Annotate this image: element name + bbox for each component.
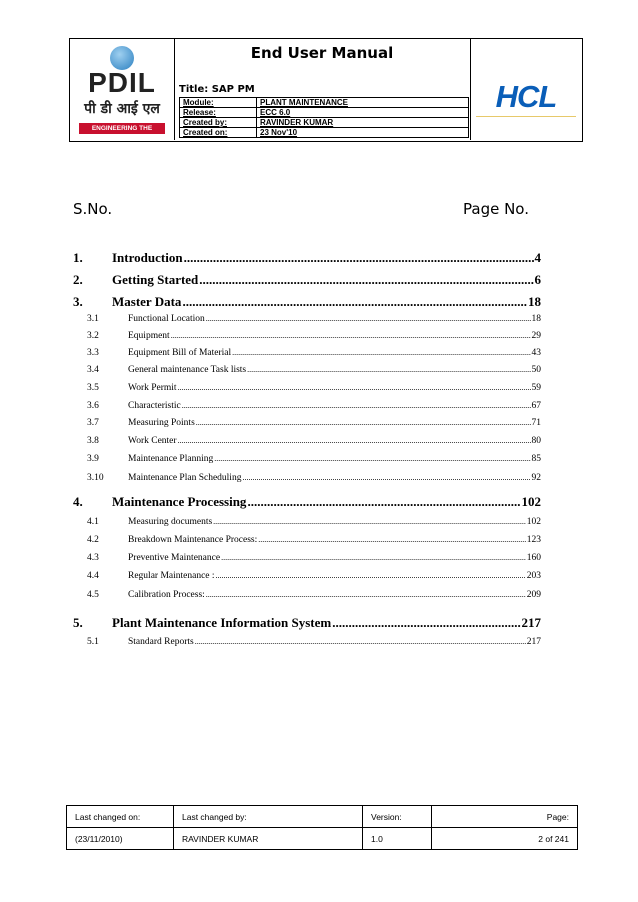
pdil-logo xyxy=(77,44,167,143)
meta-key: Release: xyxy=(180,108,257,118)
footer-label-version: Version: xyxy=(363,806,432,828)
toc-leader-dots xyxy=(216,571,526,581)
toc-entry[interactable] xyxy=(73,418,541,428)
footer-label-page: Page: xyxy=(432,806,578,828)
footer-label-changed-by: Last changed by: xyxy=(174,806,363,828)
toc-entry-page: 85 xyxy=(531,454,541,464)
toc-entry-page: 92 xyxy=(531,473,541,483)
footer-label-changed-on: Last changed on: xyxy=(67,806,174,828)
toc-leader-dots xyxy=(247,365,530,375)
toc-entry-title: Work Permit xyxy=(128,383,177,393)
toc-entry[interactable] xyxy=(73,553,541,563)
footer-value-version: 1.0 xyxy=(363,828,432,850)
toc-entry-number: 4.4 xyxy=(87,571,99,581)
toc-entry[interactable] xyxy=(73,294,541,310)
toc-leader-dots xyxy=(206,590,526,600)
toc-entry-number: 3.1 xyxy=(87,314,99,324)
toc-entry-page: 6 xyxy=(534,272,541,287)
toc-entry-title: Regular Maintenance : xyxy=(128,571,215,581)
toc-entry-title: Master Data xyxy=(112,294,182,309)
page-number-heading: Page No. xyxy=(463,200,529,218)
pdil-logo-tagline: ENGINEERING THE FUTURE xyxy=(79,123,165,134)
toc-entry[interactable] xyxy=(73,383,541,393)
toc-entry-title: Maintenance Planning xyxy=(128,454,214,464)
toc-entry-title: Work Center xyxy=(128,436,177,446)
toc-entry-title: General maintenance Task lists xyxy=(128,365,247,375)
toc-entry-page: 102 xyxy=(521,494,541,509)
toc-leader-dots xyxy=(242,473,530,483)
toc-entry-number: 3.8 xyxy=(87,436,99,446)
serial-number-heading: S.No. xyxy=(73,200,113,218)
toc-leader-dots xyxy=(332,615,520,631)
toc-entry-number: 3.9 xyxy=(87,454,99,464)
toc-leader-dots xyxy=(213,517,526,527)
toc-entry[interactable] xyxy=(73,272,541,288)
toc-leader-dots xyxy=(184,250,534,266)
toc-entry-number: 5.1 xyxy=(87,637,99,647)
pdil-logo-hindi: पी डी आई एल xyxy=(84,101,160,117)
toc-entry[interactable] xyxy=(73,535,541,545)
toc-leader-dots xyxy=(199,272,533,288)
toc-leader-dots xyxy=(214,454,530,464)
toc-entry-number: 3.5 xyxy=(87,383,99,393)
toc-entry[interactable] xyxy=(73,517,541,527)
toc-entry-page: 123 xyxy=(526,535,541,545)
meta-row-created-by xyxy=(180,118,469,128)
meta-value: RAVINDER KUMAR xyxy=(257,118,469,128)
toc-entry-title: Equipment xyxy=(128,331,170,341)
toc-entry[interactable] xyxy=(73,571,541,581)
toc-entry-number: 2. xyxy=(73,272,83,287)
footer-label-row xyxy=(67,806,578,828)
toc-entry-page: 160 xyxy=(526,553,541,563)
toc-entry[interactable] xyxy=(73,615,541,631)
footer-value-changed-by: RAVINDER KUMAR xyxy=(174,828,363,850)
toc-entry-number: 3.7 xyxy=(87,418,99,428)
metadata-table xyxy=(179,97,469,138)
toc-entry-title: Calibration Process: xyxy=(128,590,205,600)
header-title-cell xyxy=(174,39,471,140)
meta-value: PLANT MAINTENANCE xyxy=(257,98,469,108)
toc-leader-dots xyxy=(195,637,526,647)
toc-entry[interactable] xyxy=(73,314,541,324)
meta-value: ECC 6.0 xyxy=(257,108,469,118)
toc-entry-title: Measuring Points xyxy=(128,418,195,428)
toc-entry-number: 3.10 xyxy=(87,473,104,483)
meta-key: Created by: xyxy=(180,118,257,128)
toc-entry-number: 5. xyxy=(73,615,83,630)
toc-entry-title: Introduction xyxy=(112,250,183,265)
hcl-logo-rule xyxy=(476,116,576,117)
footer-value-row xyxy=(67,828,578,850)
toc-leader-dots xyxy=(182,294,527,310)
pdil-logo-word: PDIL xyxy=(88,67,156,98)
toc-entry-page: 29 xyxy=(531,331,541,341)
document-footer xyxy=(66,805,578,850)
toc-entry-number: 3.2 xyxy=(87,331,99,341)
toc-entry-page: 203 xyxy=(526,571,541,581)
toc-leader-dots xyxy=(232,348,530,358)
toc-entry[interactable] xyxy=(73,250,541,266)
toc-entry-number: 4. xyxy=(73,494,83,509)
toc-entry-title: Maintenance Processing xyxy=(112,494,247,509)
toc-entry-title: Preventive Maintenance xyxy=(128,553,221,563)
toc-entry-page: 18 xyxy=(528,294,541,309)
toc-entry-page: 67 xyxy=(531,401,541,411)
toc-leader-dots xyxy=(206,314,531,324)
toc-entry-number: 3.4 xyxy=(87,365,99,375)
toc-leader-dots xyxy=(182,401,531,411)
toc-entry-title: Measuring documents xyxy=(128,517,213,527)
toc-entry-title: Standard Reports xyxy=(128,637,194,647)
toc-entry-number: 3.6 xyxy=(87,401,99,411)
toc-entry-number: 4.2 xyxy=(87,535,99,545)
toc-leader-dots xyxy=(221,553,526,563)
toc-entry-page: 209 xyxy=(526,590,541,600)
title-label: Title: SAP PM xyxy=(179,84,255,95)
toc-entry-title: Characteristic xyxy=(128,401,181,411)
toc-entry-title: Plant Maintenance Information System xyxy=(112,615,332,630)
toc-entry-title: Functional Location xyxy=(128,314,205,324)
document-header xyxy=(69,38,583,142)
toc-entry-page: 43 xyxy=(531,348,541,358)
toc-entry[interactable] xyxy=(73,637,541,647)
toc-entry[interactable] xyxy=(73,473,541,483)
toc-entry-page: 4 xyxy=(534,250,541,265)
toc-leader-dots xyxy=(171,331,531,341)
document-title: End User Manual xyxy=(250,44,394,62)
toc-entry-title: Breakdown Maintenance Process: xyxy=(128,535,258,545)
toc-entry-page: 59 xyxy=(531,383,541,393)
toc-entry-page: 217 xyxy=(526,637,541,647)
toc-entry[interactable] xyxy=(73,401,541,411)
meta-key: Created on: xyxy=(180,128,257,138)
pdil-logo-cell xyxy=(70,39,175,143)
toc-entry[interactable] xyxy=(73,365,541,375)
toc-entry-number: 3.3 xyxy=(87,348,99,358)
meta-row-created-on xyxy=(180,128,469,138)
toc-entry-page: 217 xyxy=(521,615,541,630)
toc-entry-title: Equipment Bill of Material xyxy=(128,348,232,358)
toc-entry[interactable] xyxy=(73,331,541,341)
meta-value: 23 Nov'10 xyxy=(257,128,469,138)
toc-entry-number: 1. xyxy=(73,250,83,265)
toc-entry[interactable] xyxy=(73,494,541,510)
toc-leader-dots xyxy=(178,383,531,393)
toc-entry-number: 3. xyxy=(73,294,83,309)
toc-entry-number: 4.1 xyxy=(87,517,99,527)
toc-entry[interactable] xyxy=(73,590,541,600)
toc-entry[interactable] xyxy=(73,348,541,358)
toc-entry[interactable] xyxy=(73,436,541,446)
toc-leader-dots xyxy=(258,535,525,545)
hcl-logo-cell xyxy=(470,39,581,140)
toc-entry-page: 80 xyxy=(531,436,541,446)
toc-leader-dots xyxy=(178,436,531,446)
toc-entry-page: 50 xyxy=(531,365,541,375)
toc-entry-page: 71 xyxy=(531,418,541,428)
toc-leader-dots xyxy=(247,494,520,510)
toc-entry-title: Getting Started xyxy=(112,272,199,287)
toc-entry-number: 4.3 xyxy=(87,553,99,563)
toc-entry-number: 4.5 xyxy=(87,590,99,600)
toc-entry[interactable] xyxy=(73,454,541,464)
meta-row-module xyxy=(180,98,469,108)
hcl-logo: HCL xyxy=(495,79,557,114)
toc-entry-page: 102 xyxy=(526,517,541,527)
meta-row-release xyxy=(180,108,469,118)
toc-entry-title: Maintenance Plan Scheduling xyxy=(128,473,242,483)
toc-leader-dots xyxy=(196,418,531,428)
toc-entry-page: 18 xyxy=(531,314,541,324)
footer-value-page: 2 of 241 xyxy=(432,828,578,850)
footer-value-changed-on: (23/11/2010) xyxy=(67,828,174,850)
meta-key: Module: xyxy=(180,98,257,108)
